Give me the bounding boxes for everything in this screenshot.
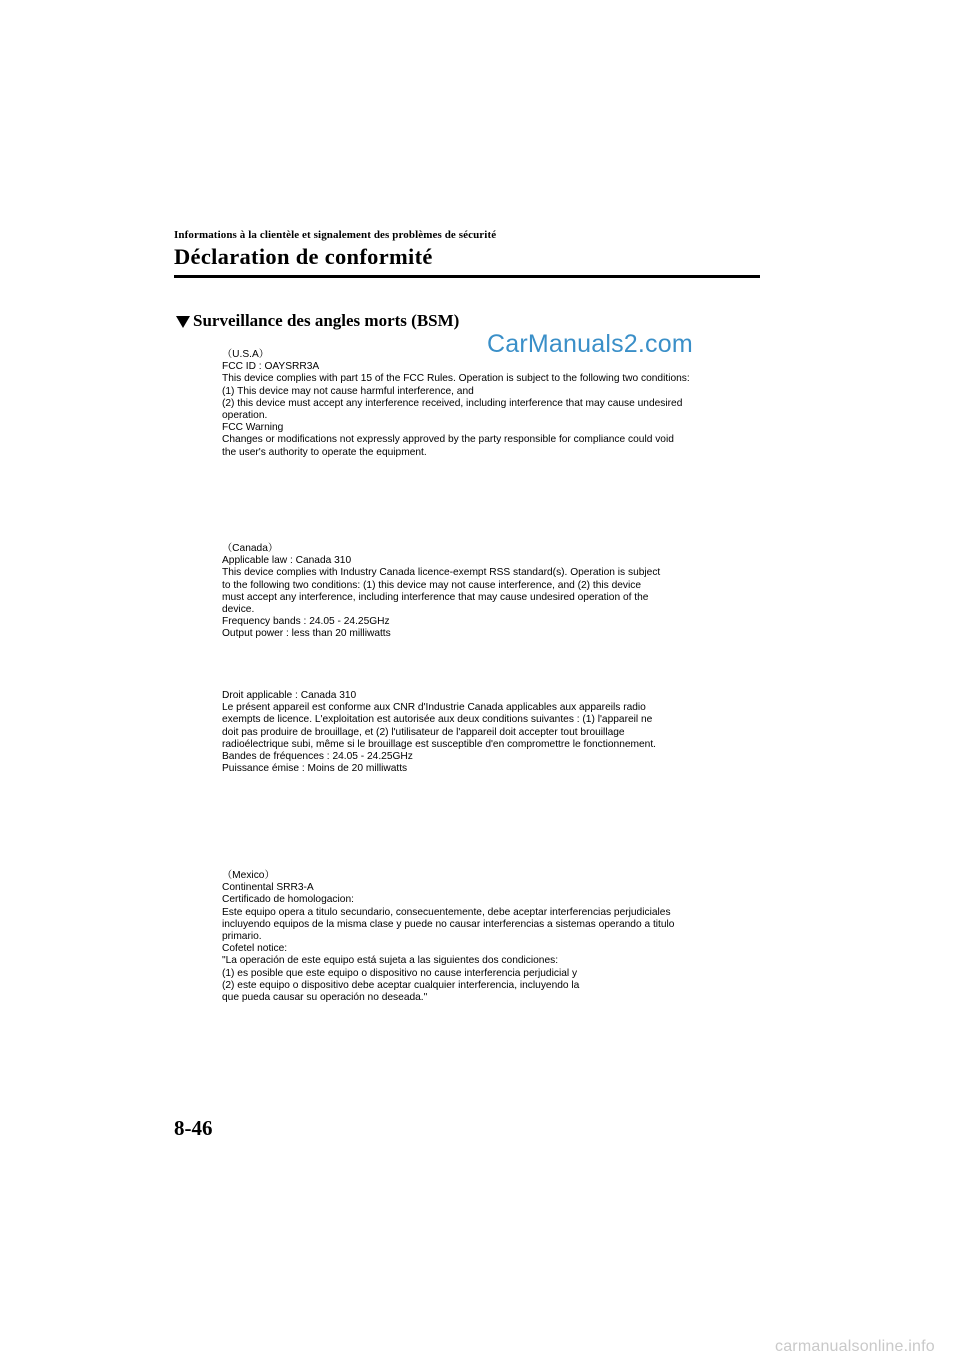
- title-rule: [174, 275, 760, 278]
- text-line: to the following two conditions: (1) this device may not cause interference, and (2) this device: [222, 579, 642, 591]
- text-line: Changes or modifications not expressly approved by the party responsible for compliance could void: [222, 434, 674, 446]
- text-line: (1) es posible que este equipo o dispositivo no cause interferencia perjudicial y: [222, 967, 578, 979]
- triangle-down-icon: [176, 316, 190, 328]
- text-line: Cofetel notice:: [222, 943, 288, 955]
- watermark-logo: CarManuals2.com: [487, 330, 693, 358]
- usa-compliance-block: [222, 349, 690, 459]
- section-heading-text: Surveillance des angles morts (BSM): [193, 311, 460, 330]
- text-line: Bandes de fréquences : 24.05 - 24.25GHz: [222, 751, 413, 763]
- text-line: Certificado de homologacion:: [222, 894, 354, 906]
- text-line: (1) This device may not cause harmful interference, and: [222, 385, 474, 397]
- page-title: Déclaration de conformité: [174, 244, 433, 269]
- text-line: (2) this device must accept any interference received, including interference that may cause undesired: [222, 397, 683, 409]
- text-line: doit pas produire de brouillage, et (2) l'utilisateur de l'appareil doit accepter tout brouillage: [222, 726, 625, 738]
- canada-english-block: [222, 543, 660, 641]
- text-line: the user's authority to operate the equipment.: [222, 446, 427, 458]
- text-line: must accept any interference, including interference that may cause undesired operation of the: [222, 591, 649, 603]
- text-line: （Canada）: [222, 543, 279, 554]
- text-line: que pueda causar su operación no deseada.": [222, 992, 428, 1004]
- text-line: （Mexico）: [222, 870, 275, 881]
- text-line: FCC Warning: [222, 422, 284, 434]
- mexico-compliance-block: [222, 870, 674, 1004]
- text-line: Output power : less than 20 milliwatts: [222, 628, 391, 640]
- text-line: Frequency bands : 24.05 - 24.25GHz: [222, 616, 390, 628]
- canada-french-block: [222, 690, 656, 775]
- text-line: Continental SRR3-A: [222, 882, 314, 894]
- text-line: (2) este equipo o dispositivo debe aceptar cualquier interferencia, incluyendo la: [222, 979, 580, 991]
- section-label: Informations à la clientèle et signalement des problèmes de sécurité: [174, 229, 497, 241]
- text-line: incluyendo equipos de la misma clase y puede no causar interferencias a sistemas operando a titulo: [222, 918, 675, 930]
- text-line: This device complies with Industry Canada licence-exempt RSS standard(s). Operation is subject: [222, 567, 661, 579]
- text-line: device.: [222, 604, 255, 616]
- section-heading: [176, 311, 459, 331]
- text-line: Droit applicable : Canada 310: [222, 690, 357, 701]
- text-line: FCC ID : OAYSRR3A: [222, 361, 320, 373]
- text-line: primario.: [222, 931, 262, 943]
- text-line: （U.S.A）: [222, 349, 269, 360]
- text-line: This device complies with part 15 of the FCC Rules. Operation is subject to the following two conditions:: [222, 373, 690, 385]
- page-number: 8-46: [174, 1116, 213, 1140]
- watermark-footer: carmanualsonline.info: [775, 1338, 935, 1355]
- text-line: "La operación de este equipo está sujeta a las siguientes dos condiciones:: [222, 955, 559, 967]
- text-line: Le présent appareil est conforme aux CNR d'Industrie Canada applicables aux appareils radio: [222, 702, 646, 714]
- text-line: exempts de licence. L'exploitation est autorisée aux deux conditions suivantes : (1) l'appareil ne: [222, 714, 653, 726]
- text-line: Puissance émise : Moins de 20 milliwatts: [222, 763, 408, 775]
- text-line: Este equipo opera a titulo secundario, consecuentemente, debe aceptar interferencias perjudiciales: [222, 906, 671, 918]
- text-line: Applicable law : Canada 310: [222, 555, 352, 567]
- text-line: radioélectrique subi, même si le brouillage est susceptible d'en compromettre le fonctionnement.: [222, 738, 657, 750]
- text-line: operation.: [222, 410, 268, 422]
